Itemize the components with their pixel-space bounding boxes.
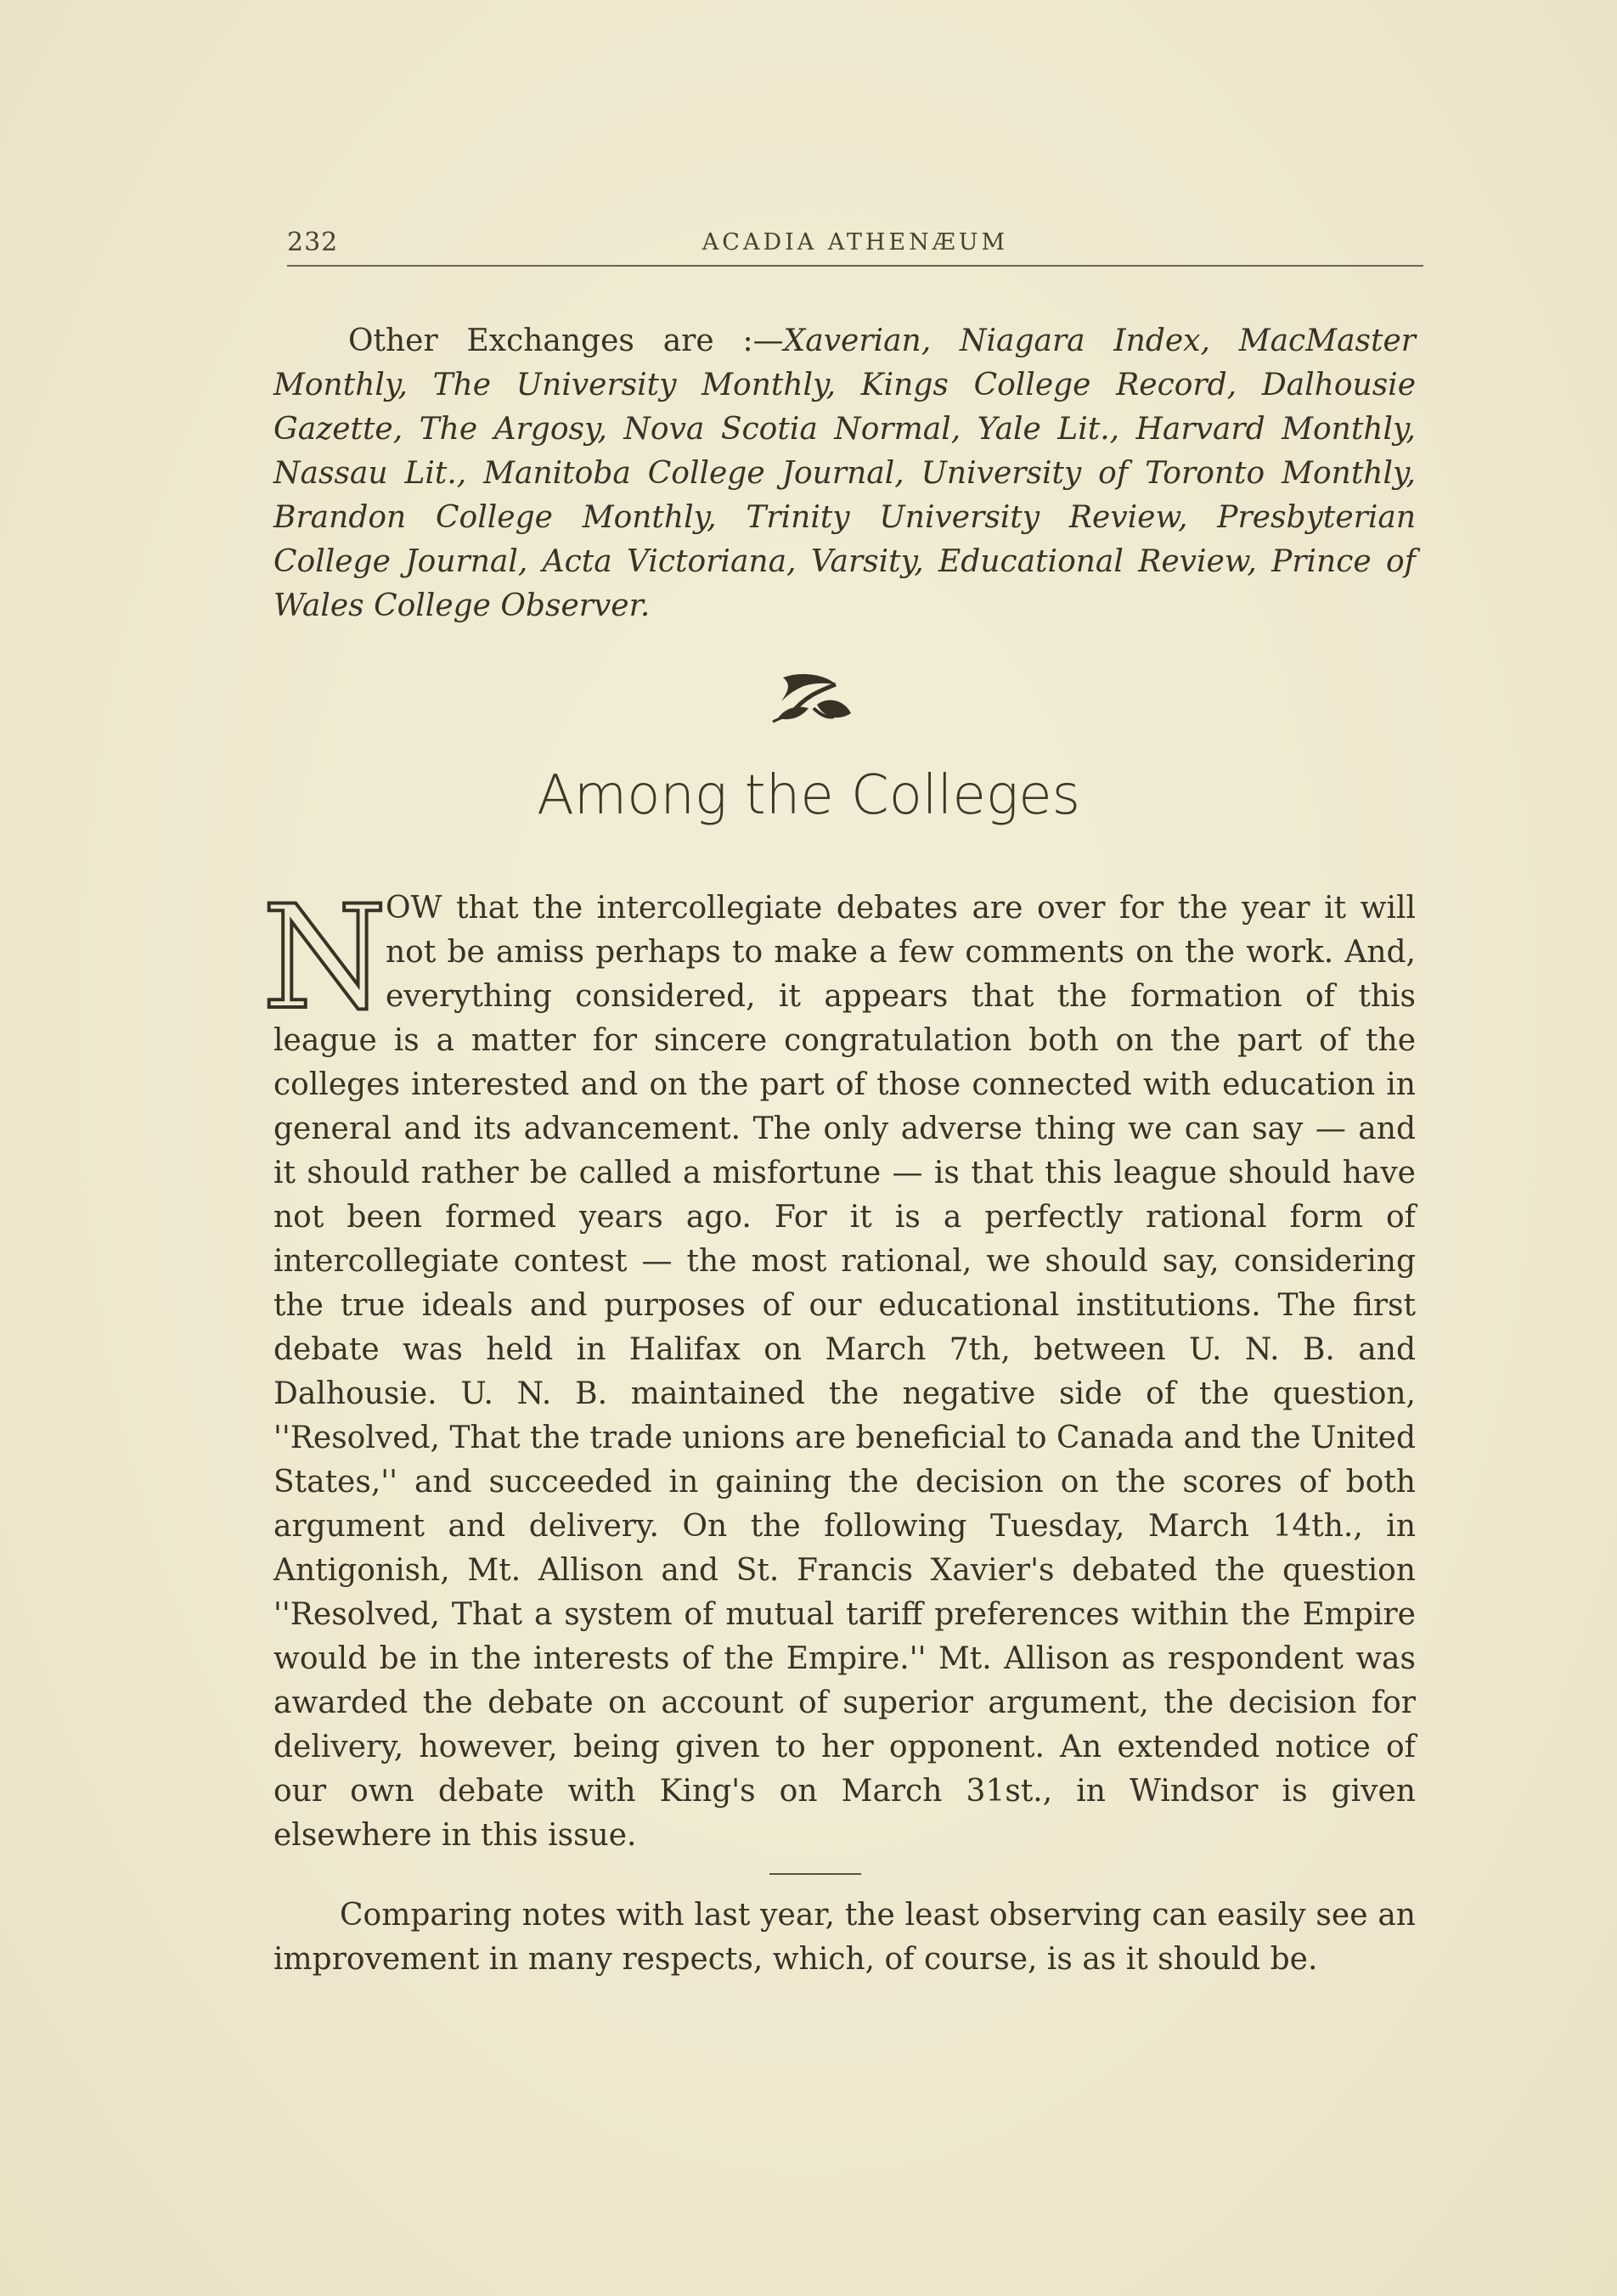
leaf-fleuron-icon [766, 671, 859, 730]
page-number: 232 [287, 228, 339, 257]
running-header [287, 228, 1423, 267]
closing-paragraph: Comparing notes with last year, the least observing can easily see an improvement in many respects, which, of course, is as it should be. [273, 1898, 1416, 1977]
drop-cap [262, 875, 387, 1041]
article-paragraph [262, 875, 1416, 1858]
section-title: Among the Colleges [537, 764, 1080, 827]
article-body: OW that the intercollegiate debates are over for the year it will not be amiss perhaps to make a few comments on the work. And, everything considered, it appears that the formation of this league is a matter for sincere congratulation both on the part of the colleges interested and on the part of those connected with education in general and its advancement. The only adverse thing we can say — and it should rather be called a misfortune — is that this league should have not been formed years ago. For it is a perfectly rational form of intercollegiate contest — the most rational, we should say, considering the true ideals and purposes of our educational institutions. The first debate was held in Halifax on March 7th, between U. N. B. and Dalhousie. U. N. B. maintained the negative side of the question, ''Resolved, That the trade unions are beneficial to Canada and the United States,'' and succeeded in gaining the decision on the scores of both argument and delivery. On the following Tuesday, March 14th., in Antigonish, Mt. Allison and St. Francis Xavier's debated the question ''Resolved, That a system of mutual tariff preferences within the Empire would be in the interests of the Empire.'' Mt. Allison as respondent was awarded the debate on account of superior argument, the decision for delivery, however, being given to her opponent. An extended notice of our own debate with King's on March 31st., in Windsor is given elsewhere in this issue. [273, 891, 1416, 1853]
running-title: ACADIA ATHENÆUM [701, 229, 1009, 256]
exchanges-lead: Other Exchanges are :— [348, 324, 784, 358]
exchanges-list: Xaverian, Niagara Index, MacMaster Monthly, The University Monthly, Kings College Record, Dalhousie Gazette, The Argosy, Nova Scotia Normal, Yale Lit., Harvard Monthly, Nassau Lit., Manitoba College Journal, University of Toronto Monthly, Brandon College Monthly, Trinity University Review, Presbyterian College Journal, Acta Victoriana, Varsity, Educational Review, Prince of Wales College Observer. [273, 324, 1416, 623]
exchanges-paragraph [273, 319, 1416, 628]
drop-cap-letter: N [262, 875, 387, 1041]
section-divider [769, 1873, 861, 1875]
